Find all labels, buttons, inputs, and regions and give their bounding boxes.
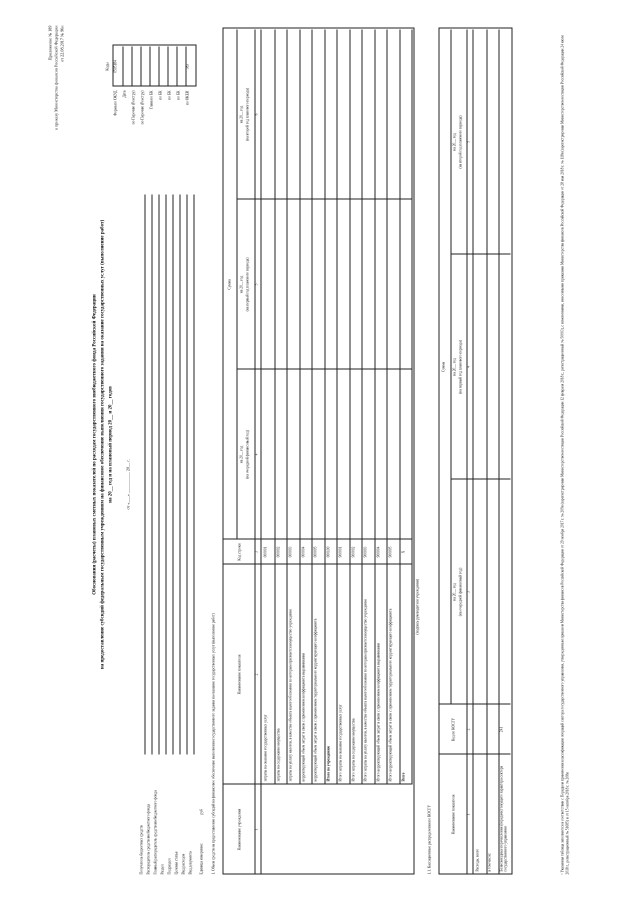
appendix-line3: от 22.08.2017 № 96н [59, 25, 65, 62]
header-field-line [152, 195, 153, 755]
codes-row-label: по БК [167, 90, 172, 100]
table-row-name: затраты на уплату налогов, в качестве объекта налогообложения по которым признается имущество учреждения [288, 609, 293, 782]
table-row-name: в том числе: [487, 852, 492, 872]
s1-footnote: (подпись руководителя учреждения) [415, 578, 420, 635]
table-row-divider [387, 30, 388, 785]
s1-year2-note: (на первый год планового периода) [245, 257, 250, 312]
table-row-name: затраты на оказание государственных услуг [263, 714, 268, 782]
header-field-label: Получатель бюджетных средств [139, 825, 144, 875]
table-row-name: корректирующий объем затрат в связи с применением коэффициента выравнивания [301, 652, 305, 782]
s1-colnum-3: 3 [254, 551, 259, 553]
header-field-line [173, 195, 174, 755]
codes-header: Коды [105, 62, 110, 71]
header-field-label: Главный распорядитель средств внебюджетного фонда [153, 790, 158, 875]
s11-colnum-4: 4 [466, 366, 471, 368]
table-row-code: 000004 [301, 546, 305, 558]
table-row-name: Всего [401, 772, 405, 782]
s1-year3: на 20__ год [239, 105, 244, 124]
s1-colnum-2: 2 [254, 673, 259, 676]
table-row-divider [499, 30, 500, 875]
s1-colnum-5: 5 [254, 283, 259, 286]
table-row-code: 000001 [263, 546, 268, 558]
page-footnote: ¹ Указанная таблица заполняется в соответствии с Порядком применения классификации операций сектора государственного управления, утвержденным приказом Министерства финансов Российской Федерации от 29 ноября 2017 г. № 209н (зарегистрирован Министерством юстиции Российской Федерации 12 февраля 2018 г., регистрационный № 50003), с изменениями, внесенными приказами Министерства финансов Российской Федерации от 28 мая 2018 г. № 118н (зарегистрирован Министерством юстиции Российской Федерации 24 июля 2018 г., регистрационный № 51685) и от 15 октября 2018 г. № 208н [560, 35, 570, 875]
table-row-divider [274, 30, 275, 785]
s1-col-indicator: Наименование показателя [237, 654, 242, 695]
s11-year3-note: (на второй год планового периода) [458, 115, 463, 169]
header-field-line [145, 195, 146, 755]
table-row-code: 000100 [326, 546, 330, 558]
unit-value: руб [199, 809, 204, 815]
table-row-code: 900003 [363, 546, 368, 558]
codes-row-divider [177, 47, 178, 87]
s1-year1-note: (на очередной финансовый год) [245, 430, 250, 479]
table-row-divider [349, 30, 350, 785]
table-row-name: Итого затраты на оказание государственных услуг [338, 704, 343, 782]
codes-row-label: по ОКЕИ [185, 90, 190, 105]
s11-colnum-5: 5 [466, 141, 471, 143]
header-field-label: Целевая статья [174, 851, 179, 875]
s11-year2: на 20__ год [452, 358, 457, 376]
table-row-name: Безвозмездные перечисления (передачи) текущего характера сектора государственного управления [499, 765, 508, 872]
appendix-line1: Приложение № 189 [47, 25, 53, 61]
codes-row-value: 383 [185, 63, 190, 70]
codes-row-divider [186, 47, 187, 87]
header-field-line [194, 195, 195, 755]
table-row-name: Итого корректирующий объем затрат в связи с применением коэффициента выравнивания [376, 642, 380, 782]
s1-year3-note: (на второй год планового периода) [245, 88, 250, 141]
s11-year3: на 20__ год [452, 133, 457, 151]
table-row-divider [337, 30, 338, 785]
table-row-name: Итого затраты на уплату налогов, в качестве объекта налогообложения по которым признается имущество учреждения [363, 599, 368, 782]
table-row-name: Расходы, всего [475, 848, 480, 872]
table-row-name: корректирующий объем затрат в связи с применением территориального корректирующего коэффициента [313, 618, 318, 782]
codes-row-value: 0505184 [113, 60, 118, 73]
codes-row-divider [132, 47, 133, 87]
s11-year1: на 20__ год [452, 583, 457, 601]
codes-row-divider [168, 47, 169, 87]
codes-row-label: по БК [158, 90, 163, 100]
s11-col-sum: Сумма [441, 361, 446, 373]
table-row-code: 900002 [351, 546, 355, 558]
s11-year2-note: (на первый год планового периода) [458, 340, 463, 394]
s1-col-code: Код строки [237, 543, 242, 561]
s11-col-kosgu: Код по КОСГУ [451, 717, 456, 742]
table-row-code: 900001 [338, 546, 343, 558]
table-row-code: 900004 [376, 546, 380, 558]
s11-col-indicator: Наименование показателя [451, 794, 456, 835]
title-line2: на предоставление субсидий федеральным государственным учреждениям на финансовое обеспечение выполнения государственного задания на оказание государственных услуг (выполнение работ) [100, 219, 106, 670]
s1-colnum-4: 4 [254, 453, 259, 456]
codes-row-label: по Перечню (Реестру) [140, 90, 145, 125]
table-row-divider [299, 30, 300, 785]
table-row-name: затраты на содержание имущества [276, 728, 280, 782]
codes-row-divider [159, 47, 160, 87]
header-field-label: Вид расходов [181, 853, 186, 875]
header-field-line [166, 195, 167, 755]
title-line1: Обоснования (расчеты) плановых сметных показателей по расходам государственного внебюджетного фонда Российской Федерации [92, 294, 98, 595]
codes-row-label: по БК [176, 90, 181, 100]
header-field-label: Распорядитель средств внебюджетного фонда [146, 804, 151, 875]
table-row-name: Итого по учреждению [326, 745, 330, 782]
codes-row-divider [141, 47, 142, 87]
table-row-name: Итого затраты на содержание имущества [351, 718, 355, 782]
table-row-divider [412, 30, 413, 785]
header-field-line [159, 195, 160, 755]
table-row-code: X [401, 550, 405, 554]
header-field-line [187, 195, 188, 755]
table-row-divider [287, 30, 288, 785]
section11-title: 1.1. Кассационные распределения по КОСГУ [427, 804, 432, 875]
header-field-label: Вид документа [188, 851, 193, 875]
s1-colnum-6: 6 [254, 113, 259, 116]
header-field-label: Подраздел [167, 858, 172, 875]
codes-row-divider [123, 47, 124, 87]
header-field-label: Раздел [160, 864, 165, 875]
table-row-divider [374, 30, 375, 785]
s11-year1-note: (на очередной финансовый год) [458, 567, 463, 617]
s11-colnum-1: 1 [466, 813, 471, 816]
table-row-code: 900005 [388, 546, 393, 558]
title-line3: на 20__ год и на плановый период 20__ и 20__ годов [108, 386, 114, 503]
codes-box [113, 45, 197, 87]
s1-col-sum: Сумма [227, 279, 232, 290]
table-row-divider [312, 30, 313, 785]
codes-row-divider [150, 47, 151, 87]
date-line: от «___» __________ 20__ г. [125, 459, 131, 510]
unit-label: Единица измерения: [199, 843, 204, 875]
s11-colnum-3: 3 [466, 591, 471, 593]
table-row-divider [487, 30, 488, 875]
codes-row-label: Дата [122, 90, 127, 98]
table-row-divider [362, 30, 363, 785]
codes-row-label: по Перечню (Реестру) [131, 90, 136, 125]
table-row-code: 000005 [313, 546, 318, 558]
table-row-name: Итого корректирующий объем затрат в связи с применением территориального корректирующего коэффициента [388, 608, 393, 782]
header-field-line [180, 195, 181, 755]
rotated-sheet [1, 0, 641, 905]
table-row-divider [324, 30, 325, 785]
table-row-code: 000003 [288, 546, 293, 558]
codes-row-label: Форма по ОКУД [113, 90, 118, 116]
s1-colnum-1: 1 [254, 828, 259, 831]
table-row-divider [399, 30, 400, 785]
s11-colnum-2: 2 [466, 728, 471, 731]
table-row-code: 241 [499, 726, 504, 733]
s1-col-institution: Наименование учреждения [237, 808, 242, 851]
codes-row-label: Глава по БК [149, 90, 154, 109]
section1-title: 1. Объем средств на предоставление субсидий на финансовое обеспечение выполнения государственного задания на оказание государственных услуг (выполнение работ) [211, 613, 216, 875]
s1-year1: на 20__ год [239, 445, 244, 464]
s1-year2: на 20__ год [239, 275, 244, 294]
appendix-line2: к приказу Министерства финансов Российской Федерации [53, 25, 59, 131]
table-row-code: 000002 [276, 546, 280, 558]
